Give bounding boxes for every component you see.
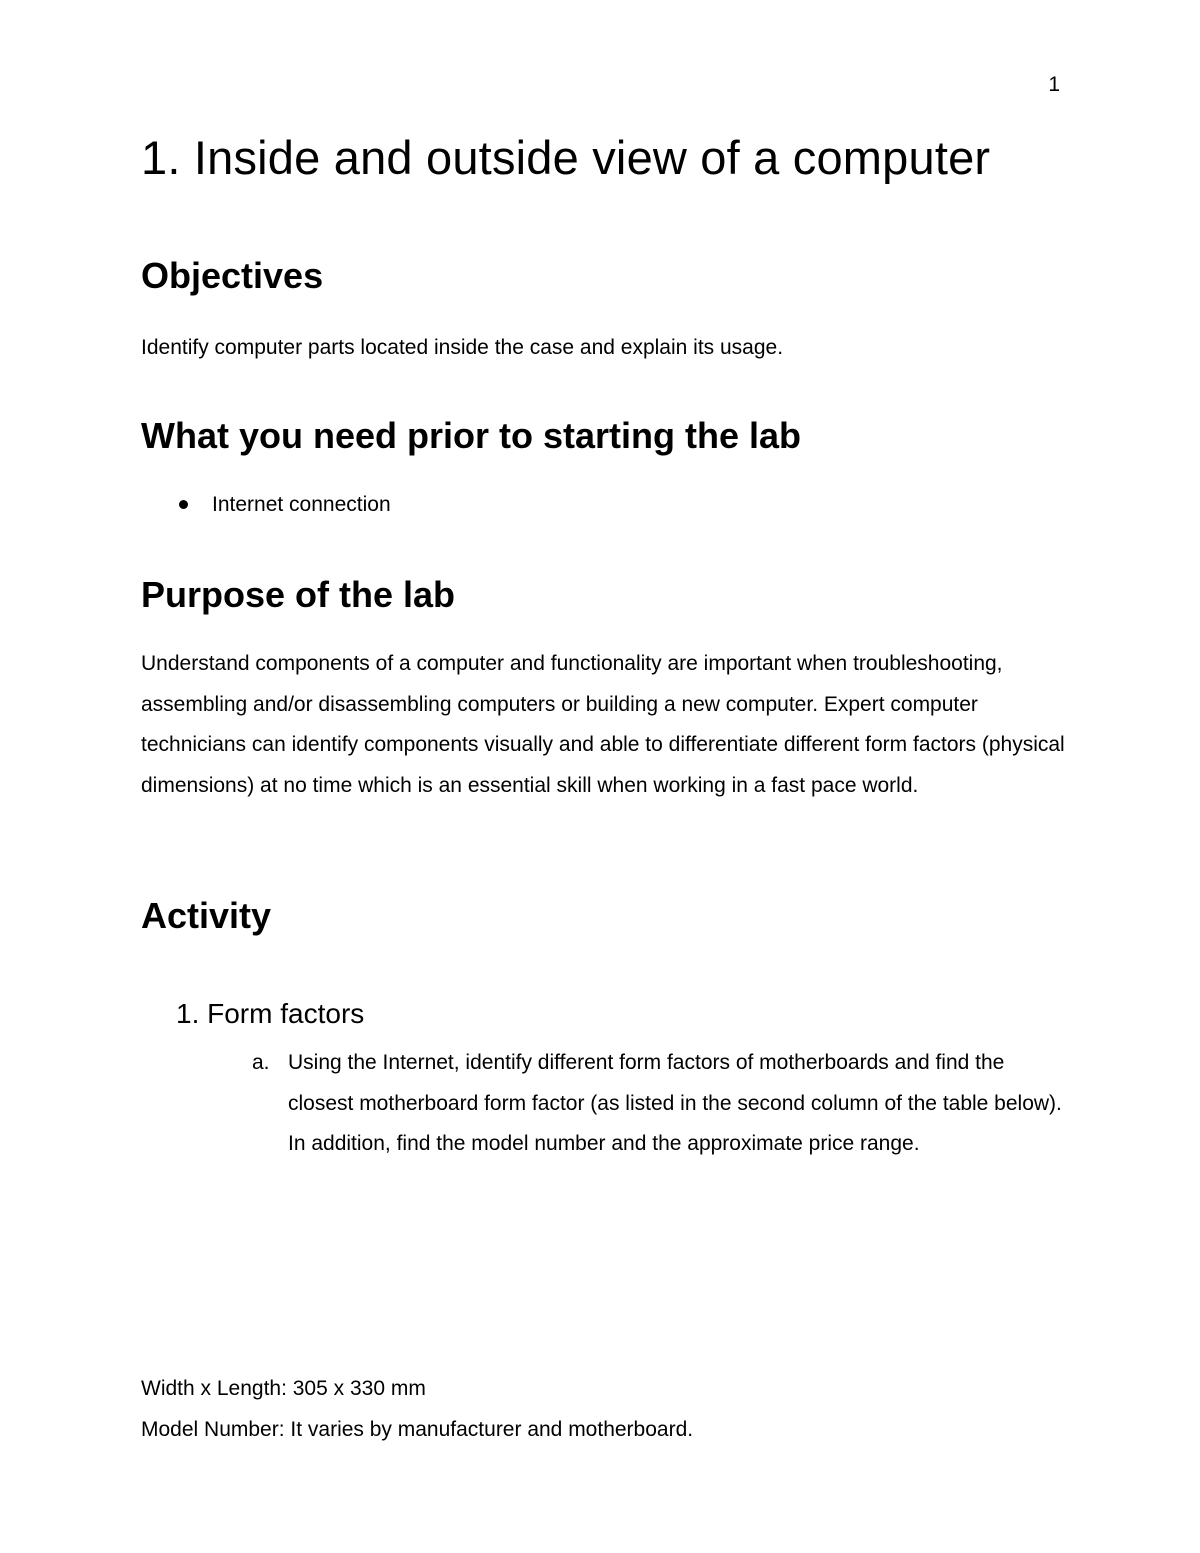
bullet-icon [179, 500, 188, 509]
purpose-heading: Purpose of the lab [141, 574, 456, 615]
purpose-paragraph: Understand components of a computer and functionality are important when troubleshooting, assembling and/or disassembling computers or building a new computer. Expert computer technicians can identify components visually and able to differentiate different form factors (physical dimensions) at no time which is an essential skill when working in a fast pace world. [141, 652, 1065, 797]
objectives-text: Identify computer parts located inside the case and explain its usage. [141, 336, 784, 359]
list-item [141, 484, 391, 525]
form-factors-heading: 1. Form factors [176, 998, 365, 1029]
sub-item-text: Using the Internet, identify different form factors of motherboards and find the closest motherboard form factor (as listed in the second column of the table below). In addition, find the model number and the approximate price range. [288, 1051, 1062, 1156]
activity-heading: Activity [141, 895, 272, 936]
sub-item-marker: a. [252, 1051, 270, 1074]
page-number: 1 [1048, 73, 1060, 96]
activity-sub-item-a [252, 1043, 1062, 1165]
objectives-heading: Objectives [141, 255, 324, 296]
model-number-answer: Model Number: It varies by manufacturer and motherboard. [141, 1418, 694, 1441]
prerequisites-heading: What you need prior to starting the lab [141, 415, 802, 456]
document-title: 1. Inside and outside view of a computer [141, 131, 991, 184]
list-item-label: Internet connection [212, 493, 391, 516]
dimensions-answer: Width x Length: 305 x 330 mm [141, 1377, 426, 1400]
prerequisites-list [141, 484, 391, 525]
